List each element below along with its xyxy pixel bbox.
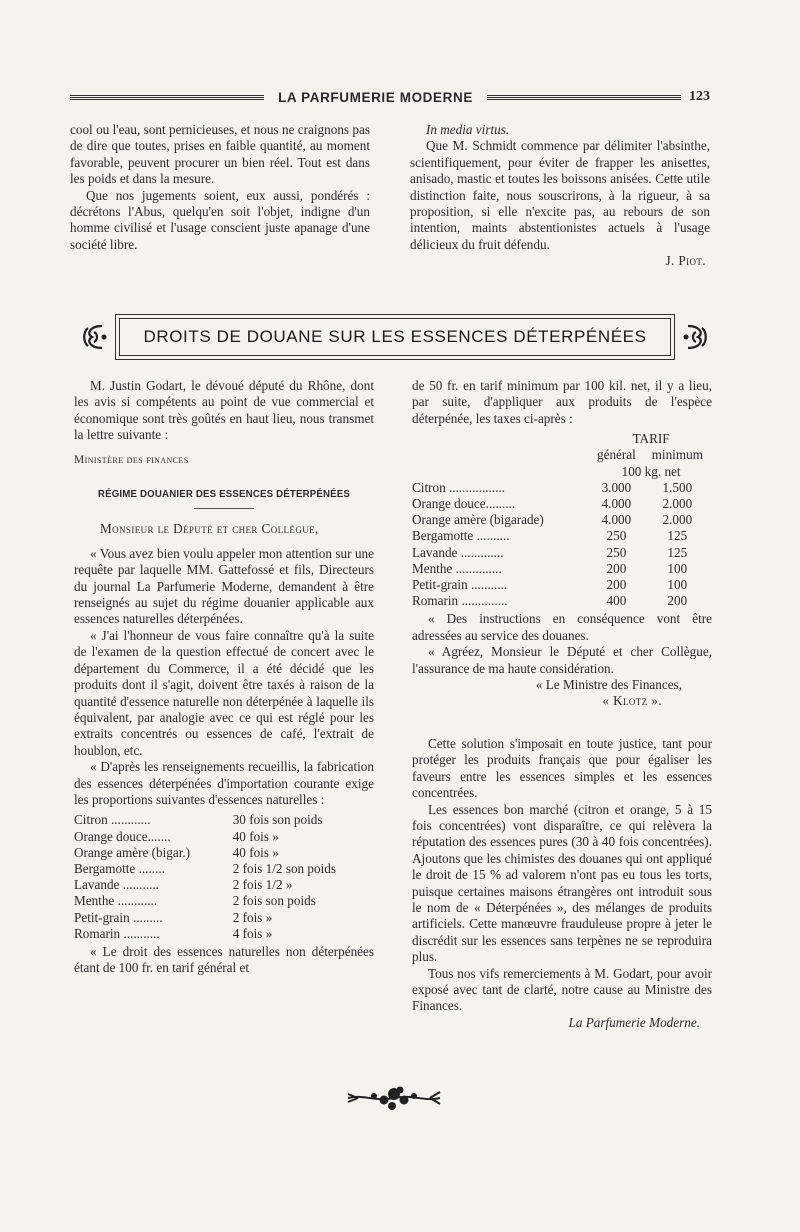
product-cell: Lavande .............: [412, 544, 504, 560]
minimum-rate-cell: 125: [667, 528, 688, 544]
spacer: [412, 710, 712, 736]
letter-paragraph: « Agréez, Monsieur le Député et cher Collègue, l'assurance de ma haute considération.: [412, 644, 712, 676]
unit-label: 100 kg. net: [621, 463, 681, 479]
general-rate-cell: 250: [606, 528, 627, 544]
ministry-label: Ministère des finances: [74, 453, 189, 466]
header-rule-left: [70, 95, 264, 100]
product-cell: Orange amère (bigarade): [412, 512, 544, 528]
table-row: [412, 512, 712, 528]
table-row: [412, 480, 712, 496]
product-cell: Bergamotte ..........: [412, 528, 510, 544]
page-number: 123: [689, 89, 711, 104]
product-cell: Petit-grain .........: [74, 909, 163, 925]
table-row: [412, 545, 712, 561]
table-row: [412, 561, 712, 577]
header-rule-right: [487, 95, 681, 100]
column-header: minimum: [651, 447, 703, 463]
general-rate-cell: 200: [606, 577, 627, 593]
minimum-rate-cell: 100: [667, 577, 688, 593]
floral-ornament-icon: [344, 1080, 444, 1116]
top-right-column: [410, 122, 710, 270]
minimum-rate-cell: 1.500: [662, 479, 693, 495]
paragraph: Que M. Schmidt commence par délimiter l'absinthe, scientifiquement, pour éviter de frapper les anisettes, anisado, mastic et toutes les boissons anisées. Cette utile distinction faite, nous souscrirons, à la rigueur, à sa proposition, si elle n'excite pas, au rebours de son intention, maints abstentionistes actuels à l'usage délicieux du fruit défendu.: [410, 138, 710, 252]
intro-paragraph: M. Justin Godart, le dévoué député du Rhône, dont les avis si compétents au point de vue commercial et économique sont très goûtés en haut lieu, nous transmet la lettre suivante :: [74, 378, 374, 443]
subhead-rule: [194, 508, 254, 509]
column-header: général: [597, 447, 636, 463]
commentary-paragraph: Tous nos vifs remerciements à M. Godart, pour avoir exposé avec tant de clarté, notre cause au Ministre des Finances.: [412, 965, 712, 1014]
regime-subhead: RÉGIME DOUANIER DES ESSENCES DÉTERPÉNÉES: [97, 488, 351, 501]
general-rate-cell: 3.000: [601, 479, 632, 495]
table-row: [74, 926, 374, 942]
table-row: [74, 877, 374, 893]
product-cell: Petit-grain ...........: [412, 577, 508, 593]
product-cell: Orange douce.........: [412, 496, 516, 512]
left-ornament-icon: [80, 322, 110, 352]
minimum-rate-cell: 100: [667, 560, 688, 576]
general-rate-cell: 400: [606, 593, 627, 609]
minimum-rate-cell: 2.000: [662, 512, 693, 528]
product-cell: Menthe ............: [74, 893, 158, 909]
general-rate-cell: 200: [606, 560, 627, 576]
minimum-rate-cell: 2.000: [662, 496, 693, 512]
proportion-cell: 40 fois »: [232, 828, 279, 844]
proportion-cell: 2 fois son poids: [232, 893, 316, 909]
product-cell: Romarin ...........: [74, 925, 160, 941]
minimum-rate-cell: 200: [667, 593, 688, 609]
table-row: [74, 829, 374, 845]
paragraph: cool ou l'eau, sont pernicieuses, et nous ne craignons pas de dire que toutes, prises en faible quantité, au moment favorable, peuvent procurer un bien réel. Tout est dans les poids et dans la mesure.: [70, 122, 370, 187]
motto: In media virtus.: [426, 122, 510, 137]
proportion-cell: 4 fois »: [232, 925, 273, 941]
table-row: [74, 910, 374, 926]
proportions-table: [74, 812, 374, 942]
journal-title: LA PARFUMERIE MODERNE: [278, 89, 473, 105]
banner-inner-frame: [119, 318, 671, 356]
section-banner: [80, 314, 710, 360]
product-cell: Lavande ...........: [74, 877, 159, 893]
product-cell: Bergamotte ........: [74, 860, 165, 876]
signature: J. Piot.: [665, 253, 706, 269]
table-row: [412, 496, 712, 512]
product-cell: Citron .................: [412, 479, 506, 495]
article-right-column: [412, 378, 712, 1031]
paragraph: Que nos jugements soient, eux aussi, pondérés : décrétons l'Abus, quelqu'en soit l'objet, indigne d'un homme civilisé et l'usage conscient juste apanage d'une société libre.: [70, 187, 370, 252]
table-row: [412, 528, 712, 544]
commentary-paragraph: Cette solution s'imposait en toute justice, tant pour protéger les produits français que pour égaliser les faveurs entre les essences simples et les essences concentrées.: [412, 735, 712, 801]
banner-frame: [115, 314, 675, 360]
article-left-column: [74, 378, 374, 977]
tariff-header-row: [412, 447, 712, 463]
product-cell: Menthe ..............: [412, 560, 502, 576]
tariff-title: TARIF: [632, 431, 670, 447]
proportion-cell: 2 fois 1/2 »: [232, 877, 293, 893]
proportion-cell: 40 fois »: [232, 844, 279, 860]
tariff-header-row: [412, 464, 712, 480]
closing-signature: La Parfumerie Moderne.: [568, 1014, 700, 1030]
tariff-header-row: [412, 431, 712, 447]
general-rate-cell: 4.000: [601, 496, 632, 512]
letter-paragraph: « Des instructions en conséquence vont être adressées au service des douanes.: [412, 611, 712, 643]
right-ornament-icon: [680, 322, 710, 352]
tariff-table: [412, 431, 712, 609]
proportion-cell: 30 fois son poids: [232, 812, 323, 828]
proportion-cell: 2 fois »: [232, 909, 273, 925]
product-cell: Orange amère (bigar.): [74, 844, 191, 860]
commentary-paragraph: Les essences bon marché (citron et orange, 5 à 15 fois concentrées) vont disparaître, ce qui relèvera la réputation des essences pures (30 à 40 fois concentrées). Ajoutons que les chimistes des douanes qui ont appliqué le droit de 15 % ad valorem n'ont pas eu tous les torts, puisque certaines maisons étrangères ont introduit sous le nom de « Déterpénées », des mélanges de produits artificiels. Cette manœuvre frauduleuse propre à jeter le discrédit sur les essences sans terpènes ne se reproduira plus.: [412, 801, 712, 965]
table-row: [74, 812, 374, 828]
letter-paragraph: de 50 fr. en tarif minimum par 100 kil. net, il y a lieu, par suite, d'appliquer aux produits de l'espèce déterpénée, les taxes ci-après :: [412, 378, 712, 426]
table-row: [74, 845, 374, 861]
table-row: [74, 893, 374, 909]
letter-paragraph: « D'après les renseignements recueillis, la fabrication des essences déterpénées d'importation courante exige les proportions suivantes d'essences naturelles :: [74, 759, 374, 807]
table-row: [74, 861, 374, 877]
table-row: [412, 593, 712, 609]
product-cell: Citron ............: [74, 812, 151, 828]
top-left-column: [70, 122, 370, 253]
article-title: DROITS DE DOUANE SUR LES ESSENCES DÉTERPÉNÉES: [143, 327, 647, 346]
minister-title: « Le Ministre des Finances,: [535, 677, 682, 693]
general-rate-cell: 250: [606, 544, 627, 560]
salutation: Monsieur le Député et cher Collègue,: [100, 521, 319, 537]
letter-paragraph: « Le droit des essences naturelles non déterpénées étant de 100 fr. en tarif général et: [74, 943, 374, 976]
table-row: [412, 577, 712, 593]
product-cell: Orange douce.......: [74, 828, 171, 844]
minimum-rate-cell: 125: [667, 544, 688, 560]
product-cell: Romarin ..............: [412, 593, 508, 609]
minister-signature: « Klotz ».: [602, 693, 662, 709]
running-header: [70, 86, 710, 108]
proportion-cell: 2 fois 1/2 son poids: [232, 860, 337, 876]
letter-paragraph: « J'ai l'honneur de vous faire connaître qu'à la suite de l'examen de la question effectué de concert avec le département du Commerce, il a été décidé que les produits dont il s'agit, doivent être taxés à raison de la quantité d'essence naturelle non déterpénée à laquelle ils équivalent, par analogie avec ce qui est réglé pour les extraits concentrés ou essences de café, l'extrait de houblon, etc.: [74, 627, 374, 758]
general-rate-cell: 4.000: [601, 512, 632, 528]
letter-paragraph: « Vous avez bien voulu appeler mon attention sur une requête par laquelle MM. Gattefossé et fils, Directeurs du journal La Parfumerie Moderne, demandent à être renseignés au sujet du régime douanier applicable aux essences naturelles déterpénées.: [74, 545, 374, 627]
